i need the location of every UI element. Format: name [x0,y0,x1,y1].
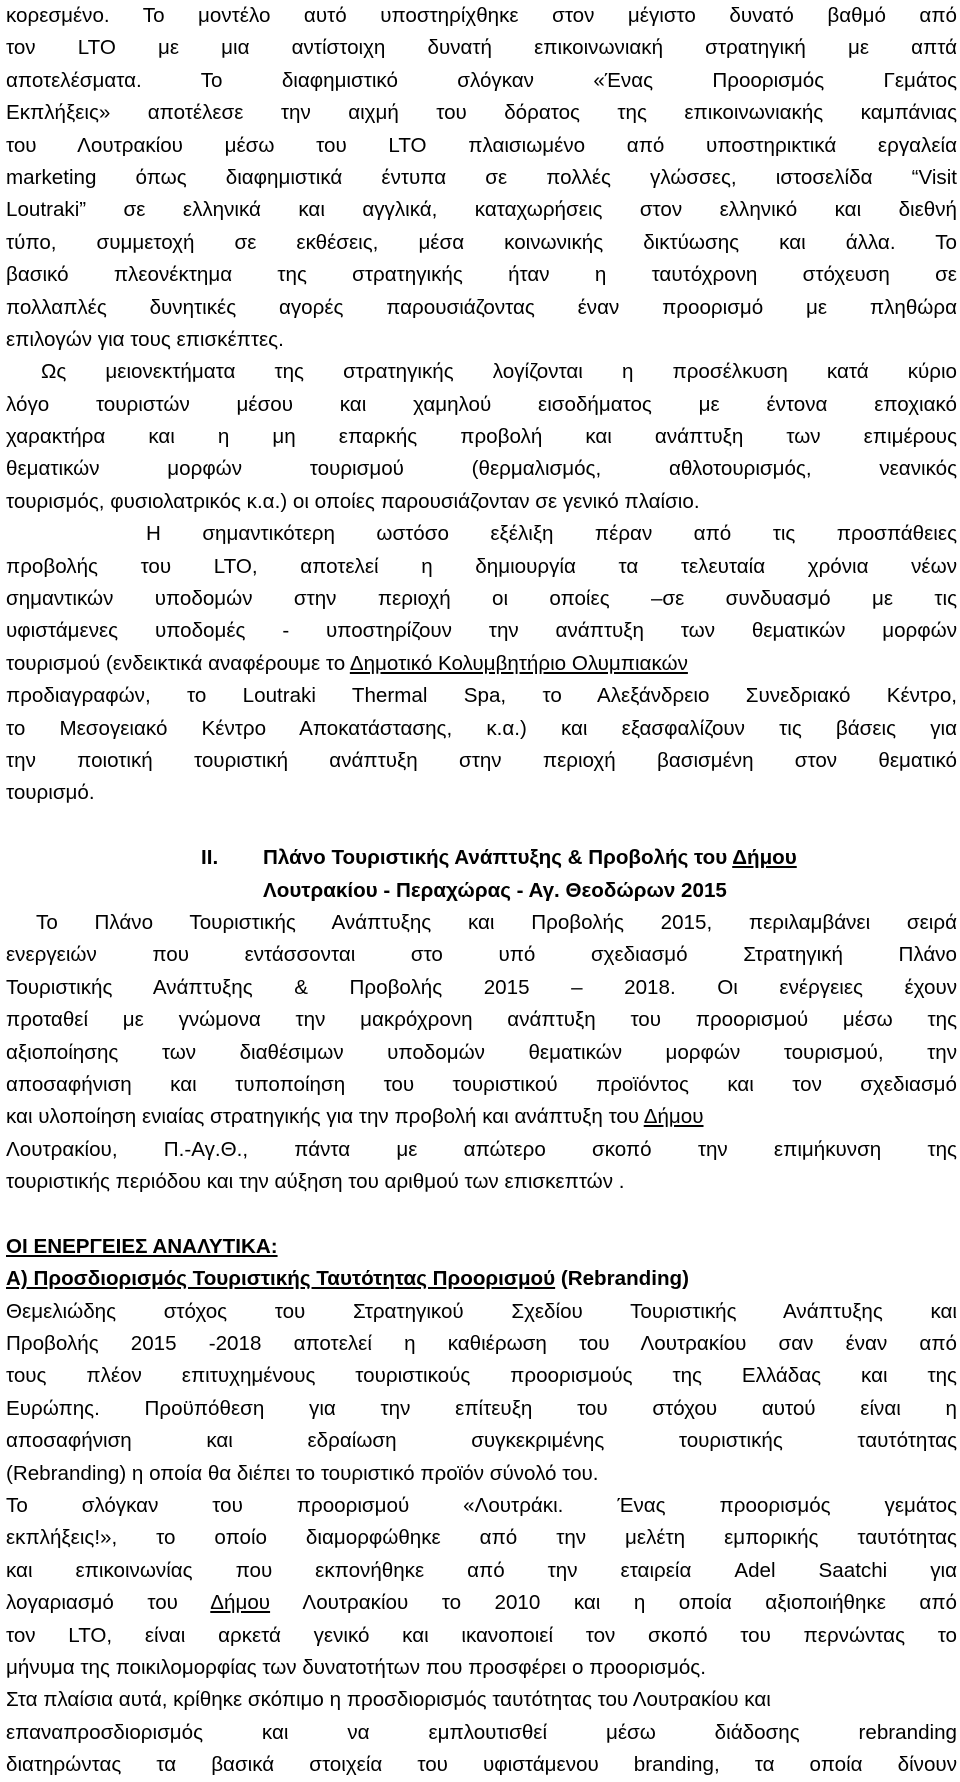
text-line: χαρακτήρα και η μη επαρκής προβολή και ανάπτυξη των επιμέρους [6,425,957,449]
paragraph-marketing [6,0,957,356]
text-line: το Μεσογειακό Κέντρο Αποκατάστασης, κ.α.) και εξασφαλίζουν τις βάσεις για [6,716,957,740]
text-line: προταθεί με γνώμονα την μακρόχρονη ανάπτυξη του προορισμού μέσω της [6,1008,957,1032]
text-line-first: Η σημαντικότερη ωστόσο εξέλιξη πέραν από τις προσπάθειες [146,522,957,546]
text-line [6,1101,957,1133]
text-line: του Λουτρακίου μέσω του LTO πλαισιωμένο από υποστηρικτικά εργαλεία [6,133,957,157]
text-line-first: Το Πλάνο Τουριστικής Ανάπτυξης και Προβολής 2015, περιλαμβάνει σειρά [36,910,957,934]
text-line: Εκπλήξεις» αποτέλεσε την αιχμή του δόρατος της επικοινωνιακής καμπάνιας [6,101,957,125]
subheading-a-rest: (Rebranding) [555,1267,689,1291]
heading-text-underlined: Δήμου [732,846,797,870]
text-line: Τουριστικής Ανάπτυξης & Προβολής 2015 – 2018. Οι ενέργειες έχουν [6,975,957,999]
text-line: εκπλήξεις!», το οποίο διαμορφώθηκε από την μελέτη εμπορικής ταυτότητας [6,1526,957,1550]
text-line-last: τουριστικής περιόδου και την αύξηση του αριθμού των επισκεπτών . [6,1170,625,1194]
text-line: ενεργειών που εντάσσονται στο υπό σχεδιασμό Στρατηγική Πλάνο [6,943,957,967]
text-line-last: μήνυμα της ποικιλομορφίας των δυνατοτήτων που προσφέρει ο προορισμός. [6,1655,706,1679]
text-line-last: τουρισμός, φυσιολατρικός κ.α.) οι οποίες παρουσιάζονταν σε γενικό πλαίσιο. [6,489,700,513]
text-line: Το σλόγκαν του προορισμού «Λουτράκι. Ένας προορισμός γεμάτος [6,1493,957,1517]
text-line-first: Ως μειονεκτήματα της στρατηγικής λογίζονται η προσέλκυση κατά κύριο [41,360,957,384]
text-segment: λογαριασμό του [6,1591,211,1615]
text-segment: και υλοποίηση ενιαίας στρατηγικής για την προβολή και ανάπτυξη του [6,1105,644,1129]
text-line: επαναπροσδιορισμός και να εμπλουτισθεί μέσω διάδοσης rebranding [6,1720,957,1744]
text-line: πολλαπλές δυνητικές αγορές παρουσιάζοντας έναν προορισμό με πληθώρα [6,295,957,319]
text-line: την ποιοτική τουριστική ανάπτυξη στην περιοχή βασισμένη στον θεματικό [6,748,957,772]
heading-text: Πλάνο Τουριστικής Ανάπτυξης & Προβολής του [263,846,728,870]
text-line: προβολής του LTO, αποτελεί η δημιουργία τα τελευταία χρόνια νέων [6,554,957,578]
text-line: Ευρώπης. Προϋπόθεση για την επίτευξη του στόχου αυτού είναι η [6,1396,957,1420]
paragraph-disadvantages [6,356,957,518]
paragraph-slogan [6,1490,957,1684]
underlined-text: Δημοτικό Κολυμβητήριο Ολυμπιακών [349,651,688,675]
text-line: βασικό πλεονέκτημα της στρατηγικής ήταν η ταυτόχρονη στόχευση σε [6,263,957,287]
underlined-text: Δήμου [210,1591,271,1615]
text-line: κορεσμένο. Το μοντέλο αυτό υποστηρίχθηκε στον μέγιστο δυνατό βαθμό από [6,4,957,27]
text-line [6,648,957,680]
text-line: υφιστάμενες υποδομές - υποστηρίζουν την ανάπτυξη των θεματικών μορφών [6,619,957,643]
spacer [6,1198,957,1230]
heading-number: ΙΙ. [201,846,219,870]
text-line: θεματικών μορφών τουρισμού (θερμαλισμός, αθλοτουρισμός, νεανικός [6,457,957,481]
actions-heading: ΟΙ ΕΝΕΡΓΕΙΕΣ ΑΝΑΛΥΤΙΚΑ: [6,1234,278,1258]
text-line: διατηρώντας τα βασικά στοιχεία του υφιστάμενου branding, τα οποία δίνουν [6,1753,957,1777]
paragraph-goal [6,1296,957,1490]
text-segment: τουρισμού (ενδεικτικά αναφέρουμε το [6,651,350,675]
text-line: αξιοποίησης των διαθέσιμων υποδομών θεματικών μορφών τουρισμού, την [6,1040,957,1064]
text-line: marketing όπως διαφημιστικά έντυπα σε πολλές γλώσσες, ιστοσελίδα “Visit [6,165,957,189]
text-line: και επικοινωνίας που εκπονήθηκε από την εταιρεία Adel Saatchi για [6,1558,957,1582]
heading-line-2: Λουτρακίου - Περαχώρας - Αγ. Θεοδώρων 2015 [263,878,727,902]
text-line: τύπο, συμμετοχή σε εκθέσεις, μέσα κοινωνικής δικτύωσης και άλλα. Το [6,230,957,254]
text-segment: Λουτρακίου το 2010 και η οποία αξιοποιήθηκε από [270,1591,957,1615]
paragraph-rebranding [6,1684,957,1781]
text-line [6,1587,957,1619]
text-line-last: (Rebranding) η οποία θα διέπει το τουριστικό προϊόν σύνολό του. [6,1461,599,1485]
paragraph-plan [6,907,957,1199]
text-line: Θεμελιώδης στόχος του Στρατηγικού Σχεδίου Τουριστικής Ανάπτυξης και [6,1299,957,1323]
text-line: προδιαγραφών, το Loutraki Thermal Spa, το Αλεξάνδρειο Συνεδριακό Κέντρο, [6,684,957,708]
text-line: τους πλέον επιτυχημένους τουριστικούς προορισμούς της Ελλάδας και της [6,1364,957,1388]
text-line: σημαντικών υποδομών στην περιοχή οι οποίες –σε συνδυασμό με τις [6,587,957,611]
text-line: αποτελέσματα. Το διαφημιστικό σλόγκαν «Ένας Προορισμός Γεμάτος [6,68,957,92]
text-line: Loutraki” σε ελληνικά και αγγλικά, καταχωρήσεις στον ελληνικό και διεθνή [6,198,957,222]
text-line: τον LTO, είναι αρκετά γενικό και ικανοποιεί τον σκοπό του περνώντας το [6,1623,957,1647]
text-line: τον LTO με μια αντίστοιχη δυνατή επικοινωνιακή στρατηγική με απτά [6,36,957,60]
subheading-a [6,1263,957,1295]
spacer [6,810,957,842]
subheading-a-underlined: Α) Προσδιορισμός Τουριστικής Ταυτότητας Προορισμού [6,1267,556,1291]
text-line-last: επιλογών για τους επισκέπτες. [6,327,284,351]
text-line: λόγο τουριστών μέσου και χαμηλού εισοδήματος με έντονα εποχιακό [6,392,957,416]
text-line: αποσαφήνιση και τυποποίηση του τουριστικού προϊόντος και τον σχεδιασμό [6,1072,957,1096]
heading-line-1 [6,842,957,874]
text-line: αποσαφήνιση και εδραίωση συγκεκριμένης τουριστικής ταυτότητας [6,1429,957,1453]
section-heading-ii [6,842,957,907]
text-line: Στα πλαίσια αυτά, κρίθηκε σκόπιμο η προσδιορισμός ταυτότητας του Λουτρακίου και [6,1688,771,1712]
document-page [6,0,957,1781]
text-line: Προβολής 2015 -2018 αποτελεί η καθιέρωση του Λουτρακίου σαν έναν από [6,1332,957,1356]
underlined-text: Δήμου [643,1105,704,1129]
text-line-last: τουρισμό. [6,781,95,805]
paragraph-infrastructure [6,518,957,810]
text-line: Λουτρακίου, Π.-Αγ.Θ., πάντα με απώτερο σκοπό την επιμήκυνση της [6,1137,957,1161]
